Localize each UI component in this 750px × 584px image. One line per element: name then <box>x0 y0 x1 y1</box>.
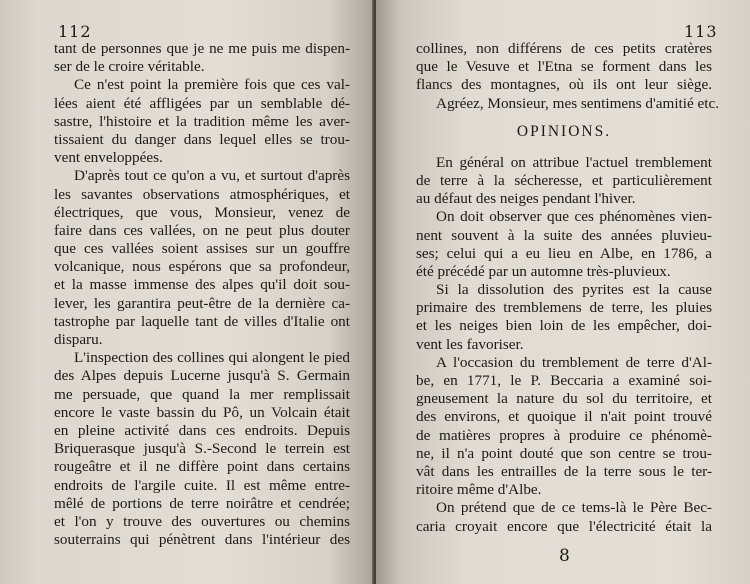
text-line: Ce n'est point la première fois que ces val- <box>74 76 350 94</box>
text-line: primaire des tremblemens de terre, les pluies <box>416 299 712 317</box>
text-line: ses; celui qui a eu lieu en Albe, en 1786, a <box>416 244 712 262</box>
text-line: Si la dissolution des pyrites est la cause <box>436 281 712 299</box>
text-line: lées aient été affligées par un semblable dé- <box>54 94 350 112</box>
text-line: En général on attribue l'actuel tremblement <box>436 153 712 171</box>
text-line: On prétend que de ce tems-là le Père Bec- <box>436 499 712 517</box>
text-line: et les neiges bien loin de les empêcher, doi- <box>416 317 712 335</box>
right-page-number: 113 <box>684 22 718 41</box>
text-line: On doit observer que ces phénomènes vien- <box>436 208 712 226</box>
text-line: volcanique, nous espérons que sa profondeur, <box>54 258 350 276</box>
text-line: vent enveloppées. <box>54 149 163 167</box>
text-line: endroits de l'argile cuite. Il est même entre- <box>54 476 350 494</box>
text-line: faire dans ces vallées, on ne peut plus douter <box>54 221 350 239</box>
text-line: souterrains qui pénètrent dans l'intérieur des <box>54 531 350 549</box>
text-line: ser de le croire véritable. <box>54 58 205 76</box>
section-heading: OPINIONS. <box>516 122 612 140</box>
text-line: de matières propres à produire ce phénomè- <box>416 426 712 444</box>
text-line: des Alpes depuis Lucerne jusqu'à S. Germain <box>54 367 350 385</box>
text-line: D'après tout ce qu'on a vu, et surtout d'après <box>74 167 350 185</box>
text-line: caria croyait encore que l'électricité était la <box>416 517 712 535</box>
text-line: Briquerasque jusqu'à S.-Second le terrein est <box>54 440 350 458</box>
text-line: be, en 1771, le P. Beccaria a examiné soi- <box>416 372 712 389</box>
text-line: gneusement la nature du sol du territoire, et <box>416 390 712 408</box>
text-line: sastre, l'histoire et la tradition même les aver- <box>54 112 350 130</box>
text-line: rougeâtre et il ne diffère point dans certains <box>54 458 350 476</box>
text-line: de terre à la sécheresse, et particulièrement <box>416 171 712 189</box>
text-line: et l'on y trouve des ouvertures ou chemins <box>54 512 350 530</box>
opinions-block <box>416 154 712 536</box>
right-page-text <box>416 40 720 536</box>
text-line: tastrophe par laquelle tant de villes d'Italie ont <box>54 312 350 330</box>
text-line: flancs des montagnes, où ils ont leur siège. <box>416 76 712 94</box>
text-line: mêlé de portions de terre noirâtre et cendrée; <box>54 494 350 512</box>
text-line: collines, non différens de ces petits cratères <box>416 40 712 57</box>
text-line: ritoire même d'Albe. <box>416 481 542 499</box>
text-line: au défaut des neiges pendant l'hiver. <box>416 190 636 208</box>
text-line: encore le vaste bassin du Pô, un Volcain était <box>54 403 350 421</box>
letter-closing-block <box>416 40 720 113</box>
text-line: des environs, et quoique il n'ait point trouvé <box>416 408 712 426</box>
text-line: tant de personnes que je ne me puis me dispen- <box>54 40 350 57</box>
text-line: vât dans les entrailles de la terre sous le ter- <box>416 462 712 480</box>
text-line: me persuade, que quand la mer remplissait <box>54 385 350 403</box>
text-line: électriques, que vous, Monsieur, venez de <box>54 203 350 221</box>
text-line: été précédé par un automne très-pluvieux. <box>416 262 671 280</box>
text-line: les savantes observations atmosphériques, et <box>54 185 350 203</box>
text-line: nent souvent à la suite des années pluvieu- <box>416 226 712 244</box>
signature-mark: 8 <box>559 546 570 566</box>
text-line: disparu. <box>54 331 103 348</box>
text-line: tissaient du danger dans lequel elles se trou- <box>54 130 350 148</box>
text-line: Agréez, Monsieur, mes sentimens d'amitié etc. <box>436 94 720 112</box>
text-line: L'inspection des collines qui alongent le pied <box>74 349 350 367</box>
left-page <box>0 0 374 584</box>
text-line: ne, il n'a point douté que son centre se trou- <box>416 444 712 462</box>
text-line: vent les favoriser. <box>416 335 524 353</box>
text-line: lever, les garantira peut-être de la dernière ca- <box>54 294 350 312</box>
left-page-text <box>54 40 350 549</box>
left-page-number: 112 <box>58 22 92 41</box>
text-line: que le Vesuve et l'Etna se forment dans les <box>416 58 712 76</box>
text-line: A l'occasion du tremblement de terre d'Al- <box>436 353 712 371</box>
text-line: et la masse immense des alpes qu'il doit sou- <box>54 276 350 294</box>
right-page <box>376 0 750 584</box>
text-line: en pleine activité dans ces endroits. Depuis <box>54 421 350 439</box>
text-line: que ces vallées soient assises sur un gouffre <box>54 240 350 258</box>
